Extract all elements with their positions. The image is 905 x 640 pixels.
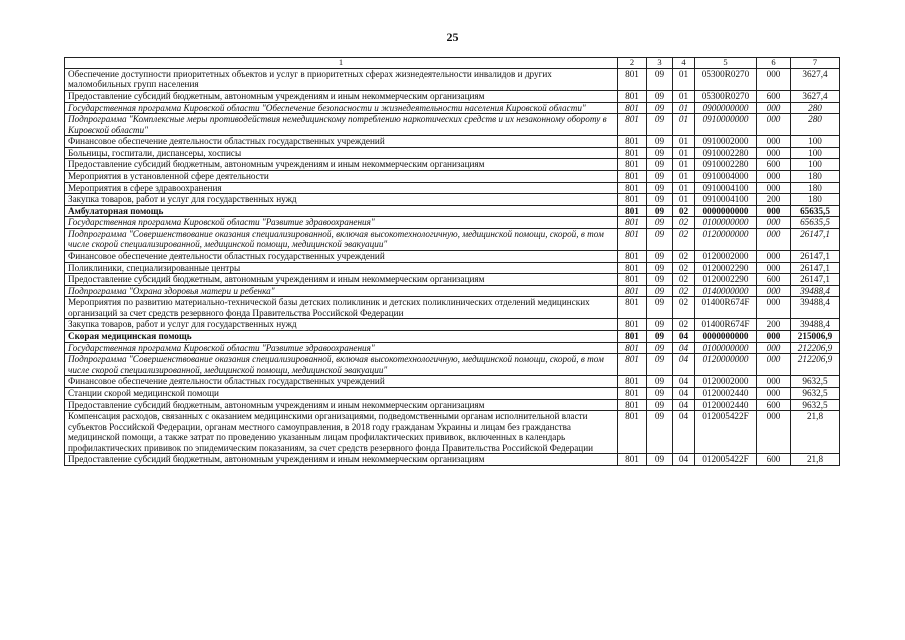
row-section-code: 09: [647, 251, 673, 263]
row-amount: 21,8: [791, 454, 840, 466]
row-expense-type-code: 200: [757, 319, 791, 331]
row-description: Скорая медицинская помощь: [65, 331, 618, 343]
row-amount: 100: [791, 136, 840, 148]
row-expense-type-code: 000: [757, 217, 791, 229]
row-subsection-code: 02: [673, 262, 695, 274]
row-description: Мероприятия в установленной сфере деятельности: [65, 170, 618, 182]
row-expense-type-code: 000: [757, 136, 791, 148]
row-subsection-code: 02: [673, 251, 695, 263]
row-amount: 212206,9: [791, 354, 840, 376]
row-subsection-code: 01: [673, 102, 695, 114]
row-expense-type-code: 600: [757, 454, 791, 466]
row-subsection-code: 01: [673, 147, 695, 159]
row-ministry-code: 801: [618, 297, 647, 319]
row-expense-type-code: 000: [757, 205, 791, 217]
row-description: Амбулаторная помощь: [65, 205, 618, 217]
row-subsection-code: 04: [673, 387, 695, 399]
row-expense-type-code: 000: [757, 387, 791, 399]
row-amount: 26147,1: [791, 251, 840, 263]
row-subsection-code: 04: [673, 331, 695, 343]
row-description: Предоставление субсидий бюджетным, автономным учреждениям и иным некоммерческим организациям: [65, 159, 618, 171]
row-ministry-code: 801: [618, 251, 647, 263]
row-expense-type-code: 000: [757, 411, 791, 454]
row-ministry-code: 801: [618, 319, 647, 331]
row-subsection-code: 04: [673, 399, 695, 411]
header-col-4: 4: [673, 58, 695, 69]
row-target-code: 0120002290: [695, 262, 757, 274]
table-row: [65, 274, 840, 286]
row-target-code: 0120002290: [695, 274, 757, 286]
row-expense-type-code: 000: [757, 331, 791, 343]
row-description: Обеспечение доступности приоритетных объектов и услуг в приоритетных сферах жизнедеятельности инвалидов и других маломобильных групп населения: [65, 68, 618, 90]
row-section-code: 09: [647, 319, 673, 331]
row-subsection-code: 01: [673, 159, 695, 171]
row-target-code: 0120002000: [695, 376, 757, 388]
row-subsection-code: 04: [673, 454, 695, 466]
row-amount: 26147,1: [791, 274, 840, 286]
row-section-code: 09: [647, 228, 673, 250]
header-col-1: 1: [65, 58, 618, 69]
header-col-7: 7: [791, 58, 840, 69]
row-subsection-code: 02: [673, 274, 695, 286]
row-ministry-code: 801: [618, 331, 647, 343]
row-target-code: 0120000000: [695, 354, 757, 376]
row-expense-type-code: 000: [757, 228, 791, 250]
row-ministry-code: 801: [618, 262, 647, 274]
row-target-code: 0910002280: [695, 159, 757, 171]
row-description: Подпрограмма "Совершенствование оказания специализированной, включая высокотехнологичную, медицинской помощи, скорой, в том числе скорой специализированной, медицинской помощи, медицинской эвакуации": [65, 228, 618, 250]
row-section-code: 09: [647, 217, 673, 229]
table-row: [65, 342, 840, 354]
row-amount: 39488,4: [791, 319, 840, 331]
row-amount: 180: [791, 170, 840, 182]
row-target-code: 0120002440: [695, 399, 757, 411]
table-row: [65, 251, 840, 263]
row-subsection-code: 02: [673, 285, 695, 297]
row-description: Закупка товаров, работ и услуг для государственных нужд: [65, 194, 618, 206]
header-row: [65, 58, 840, 69]
row-subsection-code: 04: [673, 411, 695, 454]
row-section-code: 09: [647, 411, 673, 454]
row-expense-type-code: 000: [757, 102, 791, 114]
row-expense-type-code: 000: [757, 68, 791, 90]
row-amount: 180: [791, 194, 840, 206]
table-row: [65, 297, 840, 319]
row-section-code: 09: [647, 274, 673, 286]
row-section-code: 09: [647, 136, 673, 148]
row-amount: 26147,1: [791, 262, 840, 274]
row-subsection-code: 01: [673, 68, 695, 90]
row-section-code: 09: [647, 376, 673, 388]
row-amount: 9632,5: [791, 376, 840, 388]
row-section-code: 09: [647, 114, 673, 136]
table-row: [65, 331, 840, 343]
row-amount: 100: [791, 159, 840, 171]
row-amount: 9632,5: [791, 399, 840, 411]
row-section-code: 09: [647, 297, 673, 319]
row-ministry-code: 801: [618, 411, 647, 454]
row-description: Подпрограмма "Охрана здоровья матери и ребенка": [65, 285, 618, 297]
row-amount: 100: [791, 147, 840, 159]
row-target-code: 0100000000: [695, 342, 757, 354]
row-description: Предоставление субсидий бюджетным, автономным учреждениям и иным некоммерческим организациям: [65, 90, 618, 102]
row-target-code: 0910004000: [695, 170, 757, 182]
table-row: [65, 285, 840, 297]
row-expense-type-code: 200: [757, 194, 791, 206]
row-target-code: 0100000000: [695, 217, 757, 229]
header-col-5: 5: [695, 58, 757, 69]
row-ministry-code: 801: [618, 274, 647, 286]
row-subsection-code: 01: [673, 194, 695, 206]
row-description: Предоставление субсидий бюджетным, автономным учреждениям и иным некоммерческим организациям: [65, 274, 618, 286]
row-target-code: 0910004100: [695, 194, 757, 206]
row-description: Финансовое обеспечение деятельности областных государственных учреждений: [65, 376, 618, 388]
row-amount: 39488,4: [791, 285, 840, 297]
row-expense-type-code: 000: [757, 285, 791, 297]
row-amount: 280: [791, 102, 840, 114]
row-expense-type-code: 000: [757, 354, 791, 376]
row-target-code: 05300R0270: [695, 68, 757, 90]
table-row: [65, 205, 840, 217]
table-row: [65, 319, 840, 331]
row-target-code: 0000000000: [695, 331, 757, 343]
row-ministry-code: 801: [618, 194, 647, 206]
row-description: Станции скорой медицинской помощи: [65, 387, 618, 399]
row-ministry-code: 801: [618, 454, 647, 466]
row-target-code: 01400R674F: [695, 319, 757, 331]
row-amount: 180: [791, 182, 840, 194]
row-subsection-code: 01: [673, 170, 695, 182]
row-section-code: 09: [647, 194, 673, 206]
row-amount: 3627,4: [791, 68, 840, 90]
row-section-code: 09: [647, 205, 673, 217]
row-subsection-code: 02: [673, 297, 695, 319]
table-row: [65, 399, 840, 411]
row-amount: 65635,5: [791, 205, 840, 217]
row-expense-type-code: 600: [757, 90, 791, 102]
row-description: Государственная программа Кировской области "Обеспечение безопасности и жизнедеятельности населения Кировской области": [65, 102, 618, 114]
row-subsection-code: 01: [673, 114, 695, 136]
row-section-code: 09: [647, 387, 673, 399]
row-target-code: 0120000000: [695, 228, 757, 250]
page-number: 25: [446, 30, 459, 44]
row-expense-type-code: 000: [757, 376, 791, 388]
table-row: [65, 102, 840, 114]
row-amount: 26147,1: [791, 228, 840, 250]
row-ministry-code: 801: [618, 205, 647, 217]
row-ministry-code: 801: [618, 182, 647, 194]
row-description: Предоставление субсидий бюджетным, автономным учреждениям и иным некоммерческим организациям: [65, 399, 618, 411]
row-description: Подпрограмма "Совершенствование оказания специализированной, включая высокотехнологичную, медицинской помощи, скорой, в том числе скорой специализированной, медицинской помощи, медицинской эвакуации": [65, 354, 618, 376]
row-target-code: 0120002440: [695, 387, 757, 399]
row-target-code: 0910002000: [695, 136, 757, 148]
row-ministry-code: 801: [618, 217, 647, 229]
table-row: [65, 411, 840, 454]
row-description: Финансовое обеспечение деятельности областных государственных учреждений: [65, 136, 618, 148]
row-section-code: 09: [647, 342, 673, 354]
table-row: [65, 170, 840, 182]
row-ministry-code: 801: [618, 114, 647, 136]
row-description: Государственная программа Кировской области "Развитие здравоохранения": [65, 342, 618, 354]
row-expense-type-code: 600: [757, 399, 791, 411]
table-row: [65, 114, 840, 136]
header-col-6: 6: [757, 58, 791, 69]
row-description: Больницы, госпитали, диспансеры, хосписы: [65, 147, 618, 159]
row-section-code: 09: [647, 285, 673, 297]
row-ministry-code: 801: [618, 147, 647, 159]
row-target-code: 05300R0270: [695, 90, 757, 102]
row-expense-type-code: 000: [757, 262, 791, 274]
row-ministry-code: 801: [618, 376, 647, 388]
row-description: Закупка товаров, работ и услуг для государственных нужд: [65, 319, 618, 331]
row-amount: 39488,4: [791, 297, 840, 319]
table-row: [65, 147, 840, 159]
row-target-code: 0910002280: [695, 147, 757, 159]
row-section-code: 09: [647, 102, 673, 114]
table-row: [65, 454, 840, 466]
row-description: Компенсация расходов, связанных с оказанием медицинскими организациями, подведомственными органам исполнительной власти субъектов Российской Федерации, органам местного самоуправления, в 2018 году гражданам Украины и лицам без гражданства медицинской помощи, а также затрат по проведению указанным лицам профилактических прививок, включенных в календарь профилактических прививок по эпидемическим показаниям, за счет средств резервного фонда Правительства Российской Федерации: [65, 411, 618, 454]
row-section-code: 09: [647, 262, 673, 274]
table-row: [65, 194, 840, 206]
budget-table: [64, 57, 840, 466]
table-row: [65, 217, 840, 229]
row-amount: 3627,4: [791, 90, 840, 102]
row-expense-type-code: 000: [757, 170, 791, 182]
row-ministry-code: 801: [618, 90, 647, 102]
table-row: [65, 376, 840, 388]
row-subsection-code: 01: [673, 136, 695, 148]
row-ministry-code: 801: [618, 159, 647, 171]
row-ministry-code: 801: [618, 170, 647, 182]
table-row: [65, 387, 840, 399]
row-expense-type-code: 600: [757, 274, 791, 286]
row-target-code: 01400R674F: [695, 297, 757, 319]
row-ministry-code: 801: [618, 68, 647, 90]
row-section-code: 09: [647, 354, 673, 376]
row-section-code: 09: [647, 90, 673, 102]
table-header: [65, 58, 840, 69]
row-amount: 65635,5: [791, 217, 840, 229]
row-amount: 215006,9: [791, 331, 840, 343]
row-subsection-code: 01: [673, 182, 695, 194]
header-col-3: 3: [647, 58, 673, 69]
row-target-code: 0000000000: [695, 205, 757, 217]
row-subsection-code: 02: [673, 205, 695, 217]
row-section-code: 09: [647, 331, 673, 343]
row-subsection-code: 02: [673, 228, 695, 250]
row-section-code: 09: [647, 68, 673, 90]
table-row: [65, 354, 840, 376]
table-row: [65, 182, 840, 194]
row-description: Государственная программа Кировской области "Развитие здравоохранения": [65, 217, 618, 229]
row-section-code: 09: [647, 182, 673, 194]
header-col-2: 2: [618, 58, 647, 69]
row-ministry-code: 801: [618, 228, 647, 250]
row-section-code: 09: [647, 170, 673, 182]
table-row: [65, 136, 840, 148]
row-description: Поликлиники, специализированные центры: [65, 262, 618, 274]
row-ministry-code: 801: [618, 354, 647, 376]
row-subsection-code: 04: [673, 342, 695, 354]
row-target-code: 012005422F: [695, 411, 757, 454]
table-row: [65, 228, 840, 250]
row-target-code: 012005422F: [695, 454, 757, 466]
row-amount: 21,8: [791, 411, 840, 454]
row-target-code: 0910004100: [695, 182, 757, 194]
row-description: Мероприятия в сфере здравоохранения: [65, 182, 618, 194]
row-expense-type-code: 000: [757, 251, 791, 263]
table-row: [65, 159, 840, 171]
row-section-code: 09: [647, 399, 673, 411]
table-row: [65, 68, 840, 90]
row-target-code: 0120002000: [695, 251, 757, 263]
row-amount: 9632,5: [791, 387, 840, 399]
row-ministry-code: 801: [618, 399, 647, 411]
row-expense-type-code: 000: [757, 114, 791, 136]
row-subsection-code: 01: [673, 90, 695, 102]
row-subsection-code: 04: [673, 376, 695, 388]
row-section-code: 09: [647, 454, 673, 466]
table-row: [65, 90, 840, 102]
row-ministry-code: 801: [618, 285, 647, 297]
table-row: [65, 262, 840, 274]
row-expense-type-code: 000: [757, 297, 791, 319]
row-expense-type-code: 000: [757, 342, 791, 354]
row-target-code: 0900000000: [695, 102, 757, 114]
row-description: Финансовое обеспечение деятельности областных государственных учреждений: [65, 251, 618, 263]
row-subsection-code: 04: [673, 354, 695, 376]
row-ministry-code: 801: [618, 342, 647, 354]
row-description: Предоставление субсидий бюджетным, автономным учреждениям и иным некоммерческим организациям: [65, 454, 618, 466]
row-subsection-code: 02: [673, 217, 695, 229]
table-body: [65, 68, 840, 465]
row-expense-type-code: 600: [757, 159, 791, 171]
row-expense-type-code: 000: [757, 182, 791, 194]
row-target-code: 0910000000: [695, 114, 757, 136]
row-expense-type-code: 000: [757, 147, 791, 159]
row-amount: 280: [791, 114, 840, 136]
row-description: Мероприятия по развитию материально-технической базы детских поликлиник и детских поликлинических отделений медицинских организаций за счет средств резервного фонда Правительства Российской Федерации: [65, 297, 618, 319]
row-subsection-code: 02: [673, 319, 695, 331]
row-section-code: 09: [647, 159, 673, 171]
row-section-code: 09: [647, 147, 673, 159]
row-ministry-code: 801: [618, 136, 647, 148]
row-description: Подпрограмма "Комплексные меры противодействия немедицинскому потреблению наркотических средств и их незаконному обороту в Кировской области": [65, 114, 618, 136]
row-amount: 212206,9: [791, 342, 840, 354]
row-ministry-code: 801: [618, 102, 647, 114]
row-ministry-code: 801: [618, 387, 647, 399]
row-target-code: 0140000000: [695, 285, 757, 297]
